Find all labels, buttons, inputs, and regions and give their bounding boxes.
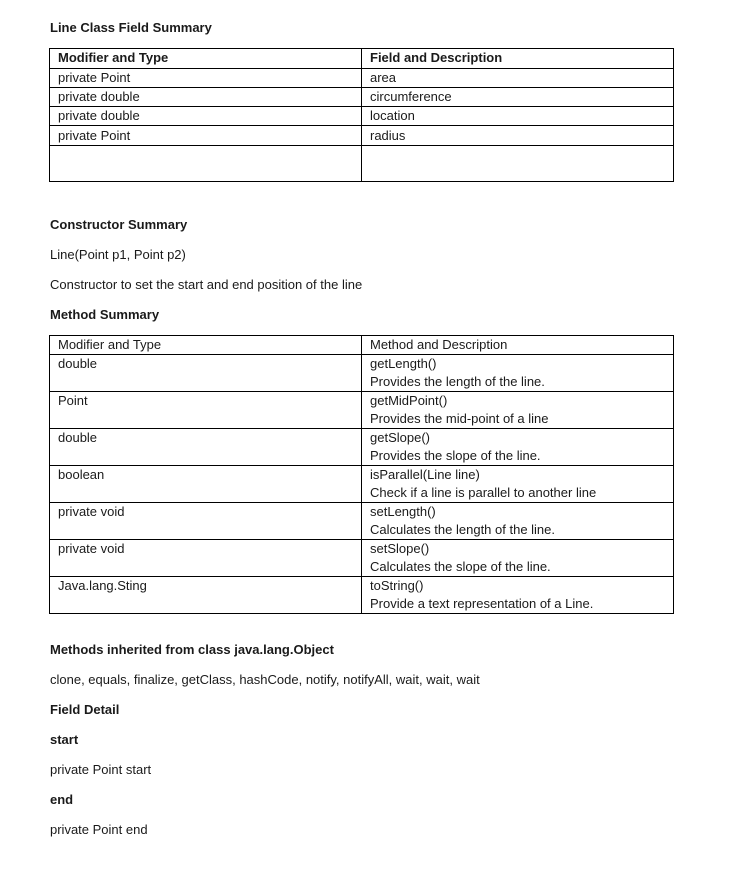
field-name: area — [362, 69, 674, 88]
table-row — [50, 429, 674, 466]
method-name: setSlope() — [370, 541, 430, 556]
table-row-empty — [50, 146, 674, 182]
method-cell — [362, 392, 674, 429]
inherited-methods-list: clone, equals, finalize, getClass, hashCode, notify, notifyAll, wait, wait, wait — [50, 672, 480, 687]
field-name: circumference — [362, 88, 674, 107]
field-type: private double — [50, 107, 362, 126]
method-type: private void — [50, 540, 362, 577]
table-row — [50, 503, 674, 540]
field-type: private double — [50, 88, 362, 107]
table-row — [50, 466, 674, 503]
method-name: isParallel(Line line) — [370, 467, 480, 482]
method-description: Provides the length of the line. — [370, 374, 545, 389]
method-type: Java.lang.Sting — [50, 577, 362, 614]
field-detail-name: start — [50, 732, 79, 747]
table-row — [50, 107, 674, 126]
table-row — [50, 540, 674, 577]
method-summary-title: Method Summary — [50, 307, 160, 322]
header-method-description: Method and Description — [362, 336, 674, 355]
method-type: Point — [50, 392, 362, 429]
field-detail-declaration: private Point start — [50, 762, 152, 777]
field-name: location — [362, 107, 674, 126]
field-type — [50, 146, 362, 182]
method-cell — [362, 540, 674, 577]
method-cell — [362, 466, 674, 503]
table-row — [50, 126, 674, 146]
field-summary-title: Line Class Field Summary — [50, 20, 212, 35]
method-description: Calculates the slope of the line. — [370, 559, 551, 574]
method-type: boolean — [50, 466, 362, 503]
method-name: getMidPoint() — [370, 393, 448, 408]
field-summary-table — [49, 48, 674, 182]
method-name: setLength() — [370, 504, 436, 519]
method-description: Check if a line is parallel to another line — [370, 485, 597, 500]
method-cell — [362, 355, 674, 392]
method-cell — [362, 577, 674, 614]
table-row — [50, 392, 674, 429]
method-description: Provides the mid-point of a line — [370, 411, 549, 426]
field-type: private Point — [50, 126, 362, 146]
method-description: Calculates the length of the line. — [370, 522, 556, 537]
constructor-summary-title: Constructor Summary — [50, 217, 188, 232]
header-modifier-type: Modifier and Type — [50, 49, 362, 69]
method-name: getSlope() — [370, 430, 430, 445]
method-summary-table — [49, 335, 674, 614]
method-name: getLength() — [370, 356, 437, 371]
header-modifier-type: Modifier and Type — [50, 336, 362, 355]
method-cell — [362, 503, 674, 540]
constructor-description: Constructor to set the start and end position of the line — [50, 277, 363, 292]
inherited-methods-title: Methods inherited from class java.lang.Object — [50, 642, 334, 657]
header-field-description: Field and Description — [362, 49, 674, 69]
method-name: toString() — [370, 578, 424, 593]
field-detail-title: Field Detail — [50, 702, 120, 717]
table-row — [50, 577, 674, 614]
method-cell — [362, 429, 674, 466]
table-header-row — [50, 49, 674, 69]
constructor-signature: Line(Point p1, Point p2) — [50, 247, 186, 262]
field-detail-name: end — [50, 792, 74, 807]
table-row — [50, 355, 674, 392]
field-detail-declaration: private Point end — [50, 822, 148, 837]
table-header-row — [50, 336, 674, 355]
field-name — [362, 146, 674, 182]
table-row — [50, 69, 674, 88]
method-type: private void — [50, 503, 362, 540]
method-description: Provides the slope of the line. — [370, 448, 541, 463]
field-name: radius — [362, 126, 674, 146]
method-type: double — [50, 355, 362, 392]
field-type: private Point — [50, 69, 362, 88]
method-type: double — [50, 429, 362, 466]
table-row — [50, 88, 674, 107]
method-description: Provide a text representation of a Line. — [370, 596, 594, 611]
